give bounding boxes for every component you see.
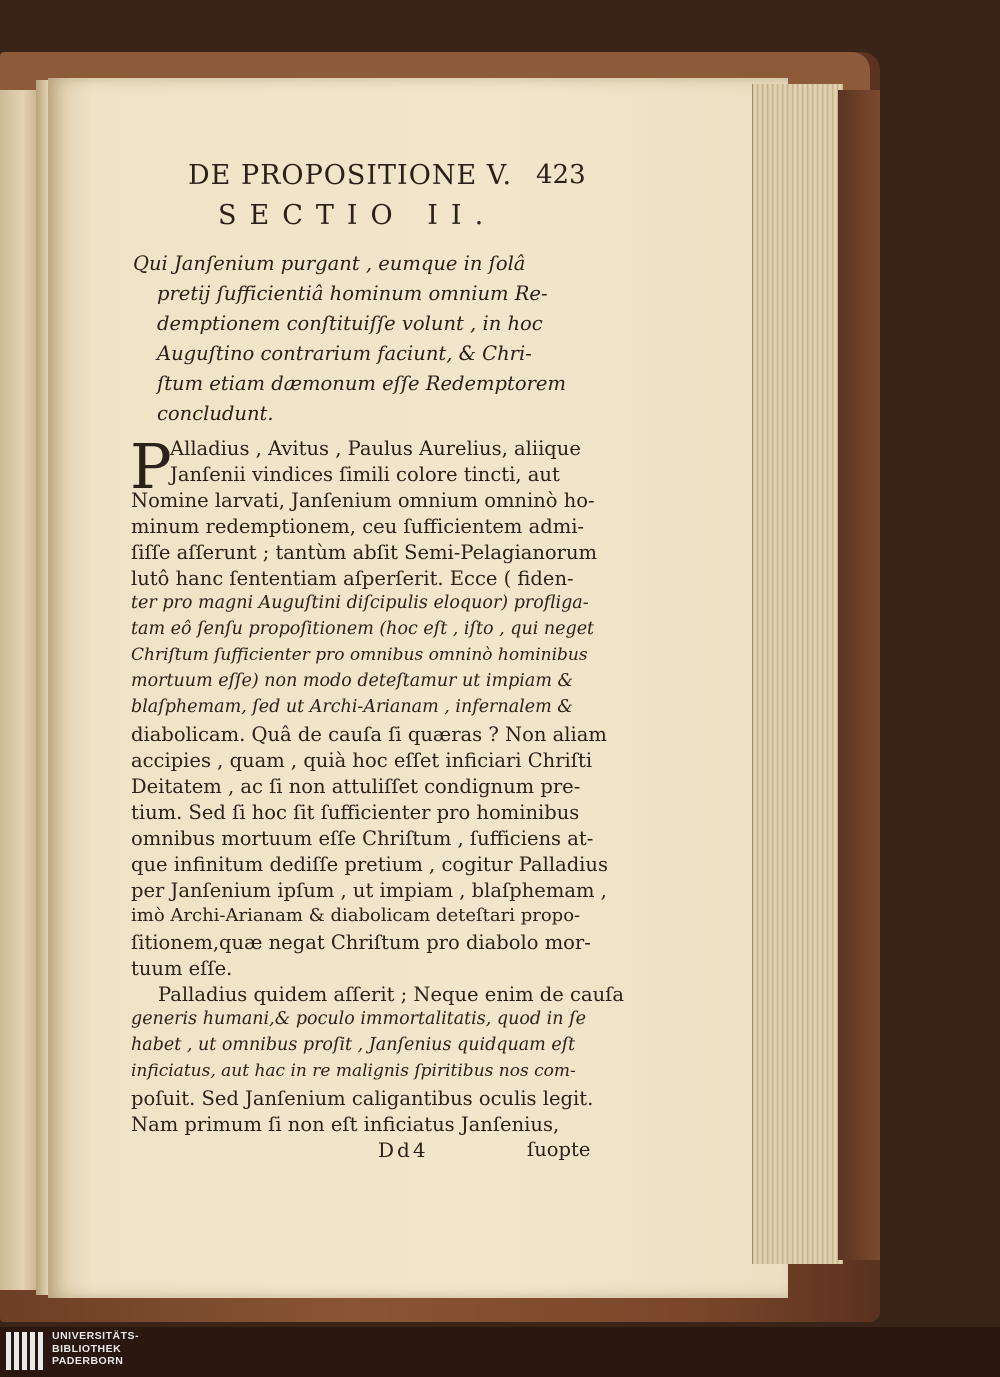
library-name-line: BIBLIOTHEK — [52, 1342, 122, 1355]
body-line: Chriſtum ſufficienter pro omnibus omninò hominibus — [131, 645, 588, 665]
page-number: 423 — [536, 160, 586, 190]
signature-mark: Dd4 — [378, 1138, 429, 1162]
body-line: lutô hanc ſententiam aſperſerit. Ecce ( fiden- — [131, 567, 574, 590]
body-line: imò Archi-Arianam & diabolicam deteſtari propo- — [131, 905, 581, 926]
body-line: minum redemptionem, ceu ſufficientem admi- — [131, 515, 585, 538]
page-edges — [752, 84, 843, 1264]
summary-line: Qui Janſenium purgant , eumque in ſolâ — [133, 252, 526, 275]
body-line: omnibus mortuum eſſe Chriſtum , ſufficiens at- — [131, 827, 594, 850]
body-line: Janſenii vindices ſimili colore tincti, aut — [170, 463, 560, 486]
library-name-line: UNIVERSITÄTS- — [52, 1330, 140, 1342]
summary-line: concludunt. — [157, 402, 274, 425]
catchword: ſuopte — [527, 1138, 591, 1161]
library-name — [52, 1330, 139, 1368]
body-line: ſiſſe aſſerunt ; tantùm abſit Semi-Pelagianorum — [131, 541, 598, 564]
body-line: Palladius quidem aſſerit ; Neque enim de cauſa — [158, 983, 624, 1006]
body-line: Nam primum ſi non eſt inficiatus Janſenius, — [131, 1113, 560, 1136]
library-footer — [0, 1327, 1000, 1377]
body-line: ſitionem,quæ negat Chriſtum pro diabolo mor- — [131, 931, 591, 954]
left-page-edge — [0, 90, 38, 1290]
body-line: Nomine larvati, Janſenium omnium omninò ho- — [131, 489, 595, 512]
body-line: tam eô ſenſu propoſitionem (hoc eſt , iſto , qui neget — [131, 619, 595, 639]
section-title: SECTIO II. — [218, 200, 497, 231]
body-line: generis humani,& poculo immortalitatis, quod in ſe — [131, 1009, 586, 1029]
body-line: Alladius , Avitus , Paulus Aurelius, aliique — [170, 437, 581, 460]
body-line: tium. Sed ſi hoc ſit ſufficienter pro hominibus — [131, 801, 580, 824]
body-line: tuum eſſe. — [131, 957, 233, 980]
summary-line: demptionem conſtituiſſe volunt , in hoc — [157, 312, 543, 335]
body-line: que infinitum dediſſe pretium , cogitur Palladius — [131, 853, 608, 876]
library-name-line: PADERBORN — [52, 1355, 124, 1367]
body-line: ter pro magni Auguſtini diſcipulis eloquor) profliga- — [131, 593, 589, 613]
body-line: accipies , quam , quià hoc eſſet inficiari Chriſti — [131, 749, 593, 772]
body-line: blaſphemam, ſed ut Archi-Arianam , infernalem & — [131, 697, 573, 717]
body-line: habet , ut omnibus proſit , Janſenius quidquam eſt — [131, 1035, 576, 1055]
body-line: inficiatus, aut hac in re malignis ſpiritibus nos com- — [131, 1061, 576, 1081]
cover-edge — [838, 90, 880, 1260]
drop-capital: P — [130, 430, 172, 503]
body-line: diabolicam. Quâ de cauſa ſi quæras ? Non aliam — [131, 723, 607, 746]
running-head: DE PROPOSITIONE V. — [188, 160, 513, 191]
summary-line: pretij ſufficientiâ hominum omnium Re- — [157, 282, 548, 305]
body-line: per Janſenium ipſum , ut impiam , blaſphemam , — [131, 879, 607, 902]
library-logo-icon — [6, 1332, 46, 1370]
body-line: poſuit. Sed Janſenium caligantibus oculis legit. — [131, 1087, 594, 1110]
summary-line: ſtum etiam dæmonum eſſe Redemptorem — [157, 372, 566, 395]
body-line: mortuum eſſe) non modo deteſtamur ut impiam & — [131, 671, 574, 691]
summary-line: Auguſtino contrarium faciunt, & Chri- — [157, 342, 532, 365]
body-line: Deitatem , ac ſi non attuliſſet condignum pre- — [131, 775, 581, 798]
